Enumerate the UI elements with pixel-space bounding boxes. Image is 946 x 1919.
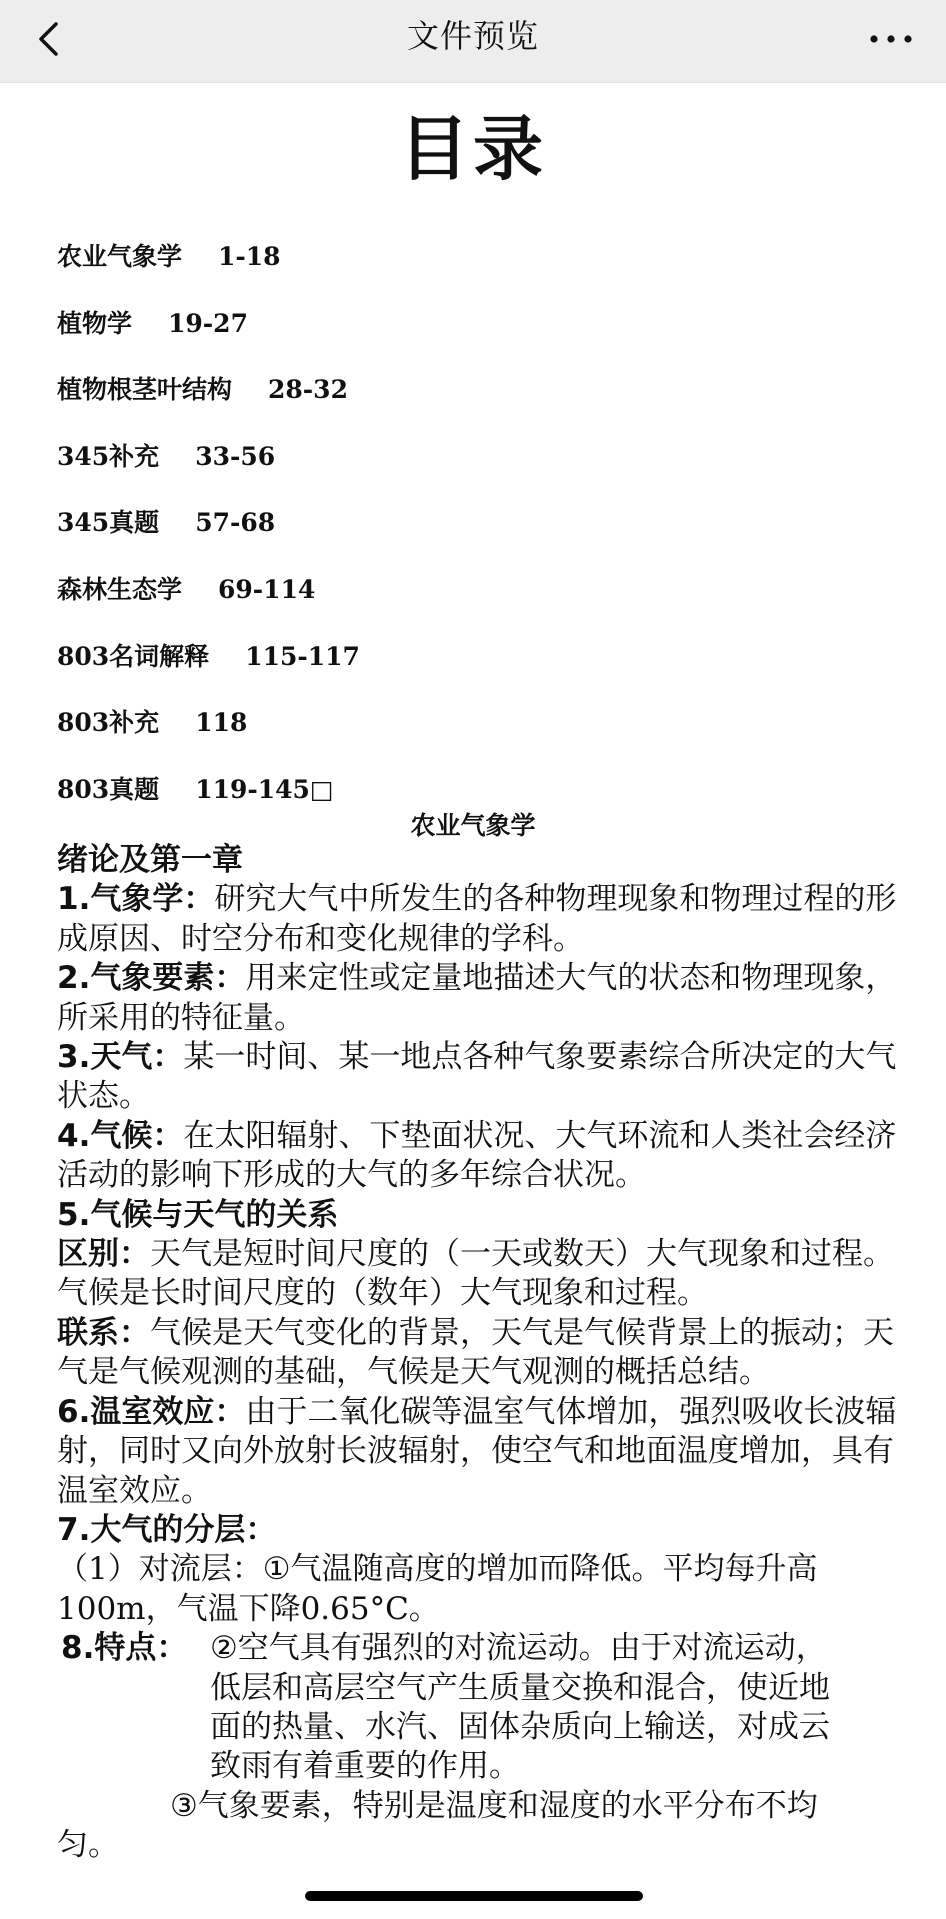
term-label: 4.气候： (57, 1117, 184, 1154)
toc-item (57, 373, 757, 440)
toc-item (57, 240, 757, 307)
term-definition: 用来定性或定量地描述大气的状态和物理现象，所采用的特征量。 (57, 960, 897, 1036)
subheading: 5.气候与天气的关系 (57, 1196, 339, 1233)
list-prefix: （1）对流层： (57, 1551, 263, 1588)
term-definition: 在太阳辐射、下垫面状况、大气环流和人类社会经济活动的影响下形成的大气的多年综合状况。 (57, 1117, 897, 1194)
term-definition: 由于二氧化碳等温室气体增加，强烈吸收长波辐射，同时又向外放射长波辐射，使空气和地面温度增加，具有温室效应。 (57, 1393, 897, 1509)
section-title: 农业气象学 (410, 811, 536, 840)
paragraph: 100m，气温下降0.65°C。 (57, 1590, 440, 1627)
paragraph (57, 1117, 897, 1196)
toc-item-title: 森林生态学 (57, 574, 183, 604)
term-definition: 气候是天气变化的背景，天气是气候背景上的振动；天气是气候观测的基础，气候是天气观测的概括总结。 (57, 1314, 894, 1391)
toc-item (57, 440, 757, 507)
toc-item-pages: 118 (195, 708, 248, 738)
toc-item (57, 706, 757, 773)
feature-label: 8.特点： (61, 1630, 188, 1667)
term-label: 1.气象学： (57, 881, 215, 918)
toc-item-title: 345补充 (57, 441, 160, 471)
toc-item-title: 803真题 (57, 774, 160, 804)
subheading: 7.大气的分层： (57, 1511, 277, 1548)
toc-item-pages: 28-32 (268, 375, 348, 405)
toc-item-pages: 115-117 (245, 641, 360, 671)
paragraph (57, 1314, 897, 1393)
feature-line: 面的热量、水汽、固体杂质向上输送，对成云 (210, 1708, 830, 1745)
toc-item-title: 803名词解释 (57, 641, 210, 671)
toc-item-title: 农业气象学 (57, 242, 183, 271)
toc-heading: 目录 (399, 108, 547, 190)
nav-title: 文件预览 (406, 17, 539, 55)
paragraph (57, 1038, 897, 1117)
term-label: 3.天气： (57, 1039, 184, 1076)
paragraph (57, 880, 897, 959)
toc-list (57, 240, 757, 839)
toc-item (57, 307, 757, 374)
list-text: ①气温随高度的增加而降低。平均每升高 (262, 1551, 818, 1588)
paragraph (57, 959, 897, 1038)
term-label: 6.温室效应： (57, 1393, 246, 1430)
toc-item-pages: 119-145□ (195, 774, 334, 804)
toc-item-title: 345真题 (57, 508, 160, 538)
toc-item-title: 803补充 (57, 708, 160, 738)
toc-item (57, 640, 757, 707)
toc-item (57, 506, 757, 573)
toc-item-title: 植物学 (57, 308, 133, 338)
toc-item-pages: 1-18 (218, 242, 281, 271)
nav-bar (0, 0, 946, 83)
paragraph (57, 1550, 897, 1589)
toc-item-pages: 33-56 (195, 441, 276, 471)
home-indicator[interactable] (305, 1891, 643, 1901)
feature-line: 匀。 (57, 1827, 119, 1864)
feature-line: ②空气具有强烈的对流运动。由于对流运动， (210, 1630, 827, 1667)
feature-row (57, 1629, 897, 1668)
toc-item-pages: 69-114 (218, 574, 316, 604)
document-page[interactable] (0, 83, 946, 1919)
toc-item-pages: 19-27 (168, 308, 248, 338)
term-definition: 天气是短时间尺度的（一天或数天）大气现象和过程。气候是长时间尺度的（数年）大气现象和过程。 (57, 1236, 894, 1312)
toc-item-title: 植物根茎叶结构 (57, 375, 233, 405)
feature-line: 低层和高层空气产生质量交换和混合，使近地 (210, 1669, 830, 1706)
chapter-heading: 绪论及第一章 (57, 842, 243, 878)
more-dots-icon[interactable] (866, 24, 916, 54)
term-label: 联系： (57, 1314, 150, 1351)
term-definition: 研究大气中所发生的各种物理现象和物理过程的形成原因、时空分布和变化规律的学科。 (57, 881, 897, 957)
toc-item-pages: 57-68 (195, 508, 276, 538)
paragraph (57, 1235, 897, 1314)
term-label: 区别： (57, 1236, 150, 1273)
term-label: 2.气象要素： (57, 960, 246, 997)
feature-line: 致雨有着重要的作用。 (210, 1748, 520, 1785)
term-definition: 某一时间、某一地点各种气象要素综合所决定的大气状态。 (57, 1039, 897, 1115)
paragraph (57, 1393, 897, 1511)
section-content (57, 841, 897, 1866)
toc-item (57, 573, 757, 640)
feature-line: ③气象要素，特别是温度和湿度的水平分布不均 (170, 1787, 818, 1824)
